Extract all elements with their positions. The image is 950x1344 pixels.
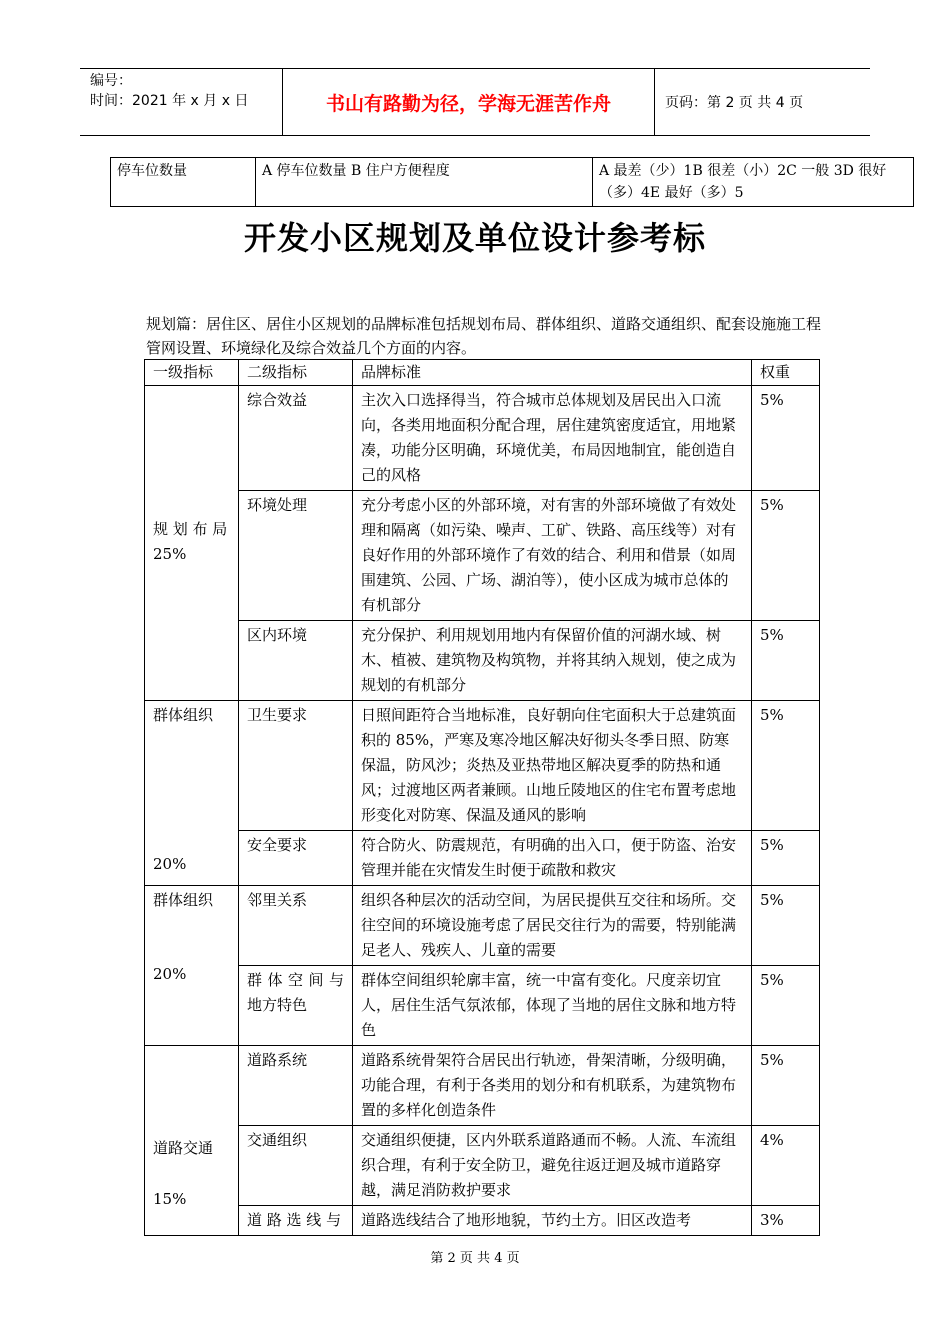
table-row [145,1206,820,1236]
standard-cell: 交通组织便捷，区内外联系道路通而不畅。人流、车流组织合理，有利于安全防卫，避免往返迂迴及城市道路穿越，满足消防救护要求 [353,1126,752,1206]
level1-cell [145,886,239,1046]
level1-name: 道路交通 [153,1139,214,1157]
level2-cell: 群 体 空 间 与 地方特色 [239,966,353,1046]
table-row [145,966,820,1046]
level2-cell: 卫生要求 [239,701,353,831]
time-label: 时间：2021 年 x 月 x 日 [90,93,249,109]
standard-cell: 主次入口选择得当，符合城市总体规划及居民出入口流向，各类用地面积分配合理，居住建筑密度适宜，用地紧凑，功能分区明确，环境优美，布局因地制宜，能创造自己的风格 [353,386,752,491]
document-title: 开发小区规划及单位设计参考标 [243,219,706,257]
header-weight: 权重 [752,360,820,386]
table-row [145,701,820,831]
page-indicator: 页码：第 2 页 共 4 页 [665,95,804,111]
weight-cell: 4% [752,1126,820,1206]
header-meta [80,69,283,135]
table-row [145,886,820,966]
intro-paragraph: 规划篇：居住区、居住小区规划的品牌标准包括规划布局、群体组织、道路交通组织、配套设施施工程管网设置、环境绿化及综合效益几个方面的内容。 [146,315,822,357]
level1-cell [145,701,239,886]
weight-cell: 5% [752,491,820,621]
level2-cell: 综合效益 [239,386,353,491]
page-header [80,68,870,136]
standard-cell: 符合防火、防震规范，有明确的出入口，便于防盗、治安管理并能在灾情发生时便于疏散和救灾 [353,831,752,886]
weight-cell: 5% [752,701,820,831]
table-row [145,1126,820,1206]
level1-name: 群体组织 [153,891,214,909]
table-row [145,491,820,621]
standard-cell: 充分保护、利用规划用地内有保留价值的河湖水域、树木、植被、建筑物及构筑物，并将其纳入规划，使之成为规划的有机部分 [353,621,752,701]
number-label: 编号： [90,73,132,89]
parking-table [110,157,914,207]
level2-cell: 道路系统 [239,1046,353,1126]
standard-cell: 充分考虑小区的外部环境，对有害的外部环境做了有效处理和隔离（如污染、噪声、工矿、铁路、高压线等）对有良好作用的外部环境作了有效的结合、利用和借景（如周围建筑、公园、广场、湖泊等），使小区成为城市总体的有机部分 [353,491,752,621]
table-cell: 停车位数量 [111,158,256,207]
table-cell: A 最差（少）1B 很差（小）2C 一般 3D 很好（多）4E 最好（多）5 [593,158,914,207]
table-row [145,831,820,886]
weight-cell: 5% [752,831,820,886]
level1-weight: 20% [153,965,187,983]
level2-cell: 安全要求 [239,831,353,886]
table-cell: A 停车位数量 B 住户方便程度 [256,158,593,207]
table-header-row [145,360,820,386]
page-footer: 第 2 页 共 4 页 [430,1251,520,1266]
standard-cell: 群体空间组织轮廓丰富，统一中富有变化。尺度亲切宜人，居住生活气氛浓郁，体现了当地的居住文脉和地方特色 [353,966,752,1046]
weight-cell: 5% [752,386,820,491]
standard-cell: 道路选线结合了地形地貌，节约土方。旧区改造考 [353,1206,752,1236]
table-row [145,1046,820,1126]
level2-cell: 区内环境 [239,621,353,701]
header-level1: 一级指标 [145,360,239,386]
standard-cell: 道路系统骨架符合居民出行轨迹，骨架清晰，分级明确，功能合理，有利于各类用的划分和有机联系，为建筑物布置的多样化创造条件 [353,1046,752,1126]
level2-cell: 环境处理 [239,491,353,621]
table-row [111,158,914,207]
level2-cell: 邻里关系 [239,886,353,966]
level1-weight: 15% [153,1190,187,1208]
header-level2: 二级指标 [239,360,353,386]
weight-cell: 5% [752,966,820,1046]
standard-cell: 日照间距符合当地标准，良好朝向住宅面积大于总建筑面积的 85%，严寒及寒冷地区解决好彻头冬季日照、防寒保温，防风沙；炎热及亚热带地区解决夏季的防热和通风；过渡地区两者兼顾。山地丘陵地区的住宅布置考虑地形变化对防寒、保温及通风的影响 [353,701,752,831]
standards-table [144,359,820,1236]
header-standard: 品牌标准 [353,360,752,386]
level2-cell: 道 路 选 线 与 [239,1206,353,1236]
weight-cell: 3% [752,1206,820,1236]
level1-cell [145,1046,239,1236]
header-motto: 书山有路勤为径，学海无涯苦作舟 [283,69,655,135]
weight-cell: 5% [752,621,820,701]
table-row [145,621,820,701]
level2-cell: 交通组织 [239,1126,353,1206]
level1-cell: 规 划 布 局 25% [145,386,239,701]
weight-cell: 5% [752,886,820,966]
level1-name: 群体组织 [153,706,214,724]
weight-cell: 5% [752,1046,820,1126]
table-row [145,386,820,491]
level1-weight: 20% [153,855,187,873]
standard-cell: 组织各种层次的活动空间，为居民提供互交往和场所。交往空间的环境设施考虑了居民交往行为的需要，特别能满足老人、残疾人、儿童的需要 [353,886,752,966]
